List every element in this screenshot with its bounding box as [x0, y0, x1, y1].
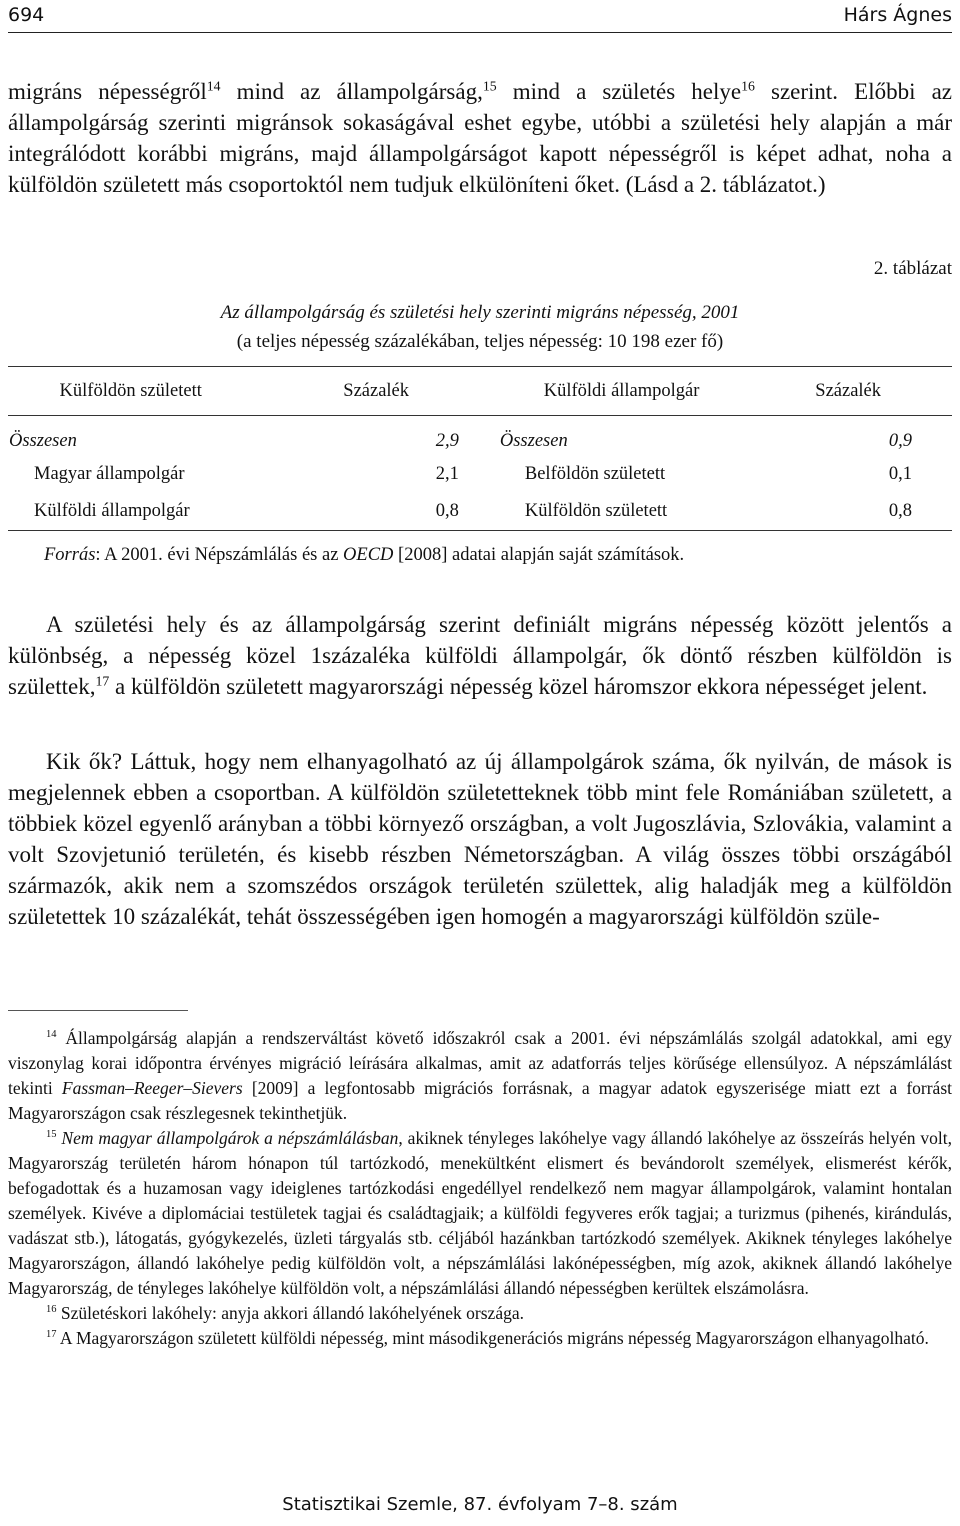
- table-cell: Külföldön született: [499, 492, 744, 531]
- table-row: [8, 457, 952, 492]
- table-cell: 0,8: [744, 492, 952, 531]
- intro-text-2: mind az állampolgárság,: [220, 79, 483, 104]
- table-cell: 0,9: [888, 430, 912, 451]
- source-oecd: OECD: [343, 545, 394, 565]
- intro-text-3: mind a születés helye: [496, 79, 742, 104]
- journal-footer: Statisztikai Szemle, 87. évfolyam 7–8. szám: [282, 1494, 678, 1515]
- footnote-number: 14: [46, 1029, 57, 1041]
- footnote-ref-14[interactable]: 14: [206, 78, 221, 94]
- body-text-1a: A születési hely és az állampolgárság szerint definiált migráns népesség között jelentős a különbség, a népesség közel 1százaléka külföldi állampolgár, ők döntő részben külföldön is születtek,: [8, 612, 952, 699]
- footnote-number: 15: [46, 1129, 57, 1141]
- footnote-text: , akiknek tényleges lakóhelye vagy állandó lakóhelye az összeírás helyén volt, Magyarország területén három hónapon túl tartózkodó, menekültként elismert és bevándorolt személyek, elismerést kérők, befogadottak és a huzamosan vagy ideiglenes tartózkodási engedéllyel rendelkező nem magyar állampolgárok, valamint hontalan személyek. Kivéve a diplomáciai testületek tagjai és családtagjaik; a külföldi fegyveres erők tagjai; a turizmus (pihenés, kirándulás, vadászat stb.), látogatás, gyógykezelés, üzleti tárgyalás stb. céljából hazánkban tartózkodó személyek. Akiknek tényleges lakóhelye Magyarországon, állandó lakóhelye pedig külföldön volt, a népszámlálási lakónépességben, míg azok, akiknek állandó lakóhelye Magyarország, de tényleges lakóhelye külföldön volt, a népszámlálási állandó népességben kerültek elszámolásra.: [8, 1128, 952, 1298]
- footnote-17: [8, 1326, 952, 1351]
- table-title: Az állampolgárság és születési hely szerinti migráns népesség, 2001: [220, 302, 740, 323]
- body-paragraph-1: [8, 609, 952, 702]
- footnote-term: Nem magyar állampolgárok a népszámlálásban: [56, 1128, 399, 1148]
- col-header-percent-1: Százalék: [253, 367, 498, 416]
- table-cell: Belföldön született: [524, 464, 666, 484]
- table-cell: 0,8: [253, 492, 498, 531]
- footnote-citation: Fassman–Reeger–Sievers: [61, 1078, 243, 1098]
- source-label: Forrás: [44, 545, 96, 565]
- footnotes: [8, 1026, 952, 1351]
- data-table: [8, 366, 952, 531]
- source-text-1: : A 2001. évi Népszámlálás és az: [95, 545, 344, 565]
- footnote-15: [8, 1126, 952, 1301]
- table-label: 2. táblázat: [873, 258, 952, 279]
- table-cell: 0,1: [888, 464, 912, 484]
- footnote-text: Állampolgárság alapján a rendszerváltást követő időszakról csak a 2001. évi népszámlálás szolgál adatokkal, ami egy viszonylag korai időpontra érvényes migráció leírására alkalmas, amit az adatforrás teljes körűsége ellensúlyoz. A népszámlálást tekinti: [8, 1028, 952, 1098]
- source-text-2: [2008] adatai alapján saját számítások.: [393, 545, 685, 565]
- table-cell: 2,9: [435, 430, 459, 451]
- body-paragraph-2: Kik ők? Láttuk, hogy nem elhanyagolható az új állampolgárok száma, ők nyilván, de mások is megjelennek ebben a csoportban. A külföldön születetteknek több mint fele Romániában született, a többiek közel egyenlő arányban a többi környező országban, a volt Jugoszlávia, Szlovákia, valamint a volt Szovjetunió területén, és kisebb részben Németországban. A világ összes többi országából származók, akik nem a szomszédos országok területén születtek, alig haladják meg a külföldön születettek 10 százalékát, tehát összességében igen homogén a magyarországi külföldön szüle-: [8, 749, 952, 929]
- page-header: [8, 0, 952, 33]
- footnote-ref-16[interactable]: 16: [741, 78, 755, 94]
- footnote-ref-17[interactable]: 17: [95, 673, 110, 689]
- intro-text-1: migráns népességről: [8, 79, 207, 104]
- footnote-ref-15[interactable]: 15: [482, 78, 497, 94]
- intro-paragraph: [8, 76, 952, 200]
- footnote-number: 16: [46, 1304, 57, 1316]
- table-cell: Külföldi állampolgár: [8, 492, 253, 531]
- table-source: [44, 545, 684, 566]
- footnote-16: [8, 1301, 952, 1326]
- table-cell: Összesen: [499, 430, 568, 451]
- col-header-foreign-citizen: Külföldi állampolgár: [499, 367, 744, 416]
- footnote-14: [8, 1026, 952, 1126]
- table-row-total: [8, 416, 952, 458]
- footnote-divider: [8, 1010, 188, 1011]
- table-row: [8, 492, 952, 531]
- table-cell: Összesen: [9, 430, 77, 451]
- footnote-number: 17: [46, 1329, 57, 1341]
- page-number: 694: [8, 4, 45, 26]
- table-cell: Magyar állampolgár: [34, 464, 185, 484]
- table-header-row: [8, 367, 952, 416]
- footnote-text: [2009] a legfontosabb migrációs forrásnak, a magyar adatok egyszerisége miatt ezt a forrást Magyarországon csak részlegesnek tekinthetjük.: [8, 1078, 952, 1123]
- intro-text-4: szerint. Előbbi az állampolgárság szerinti migránsok sokaságával eshet egybe, utóbbi a születési hely alapján a már integrálódott korábbi migráns, majd állampolgárságot kapott népességről is képet adhat, noha a külföldön született más csoportoktól nem tudjuk elkülöníteni őket. (Lásd a 2. táblázatot.): [8, 79, 952, 197]
- col-header-born-abroad: Külföldön született: [8, 367, 253, 416]
- table-cell: 2,1: [435, 464, 459, 484]
- body-text-1b: a külföldön született magyarországi népesség közel háromszor ekkora népességet jelent.: [109, 674, 928, 699]
- table-caption: [0, 298, 960, 356]
- table-subtitle: (a teljes népesség százalékában, teljes népesség: 10 198 ezer fő): [236, 331, 724, 352]
- footnote-text: Születéskori lakóhely: anyja akkori állandó lakóhelyének országa.: [56, 1303, 524, 1323]
- col-header-percent-2: Százalék: [744, 367, 952, 416]
- running-author: Hárs Ágnes: [843, 4, 952, 26]
- footnote-text: A Magyarországon született külföldi népesség, mint másodikgenerációs migráns népesség Magyarországon elhanyagolható.: [56, 1328, 929, 1348]
